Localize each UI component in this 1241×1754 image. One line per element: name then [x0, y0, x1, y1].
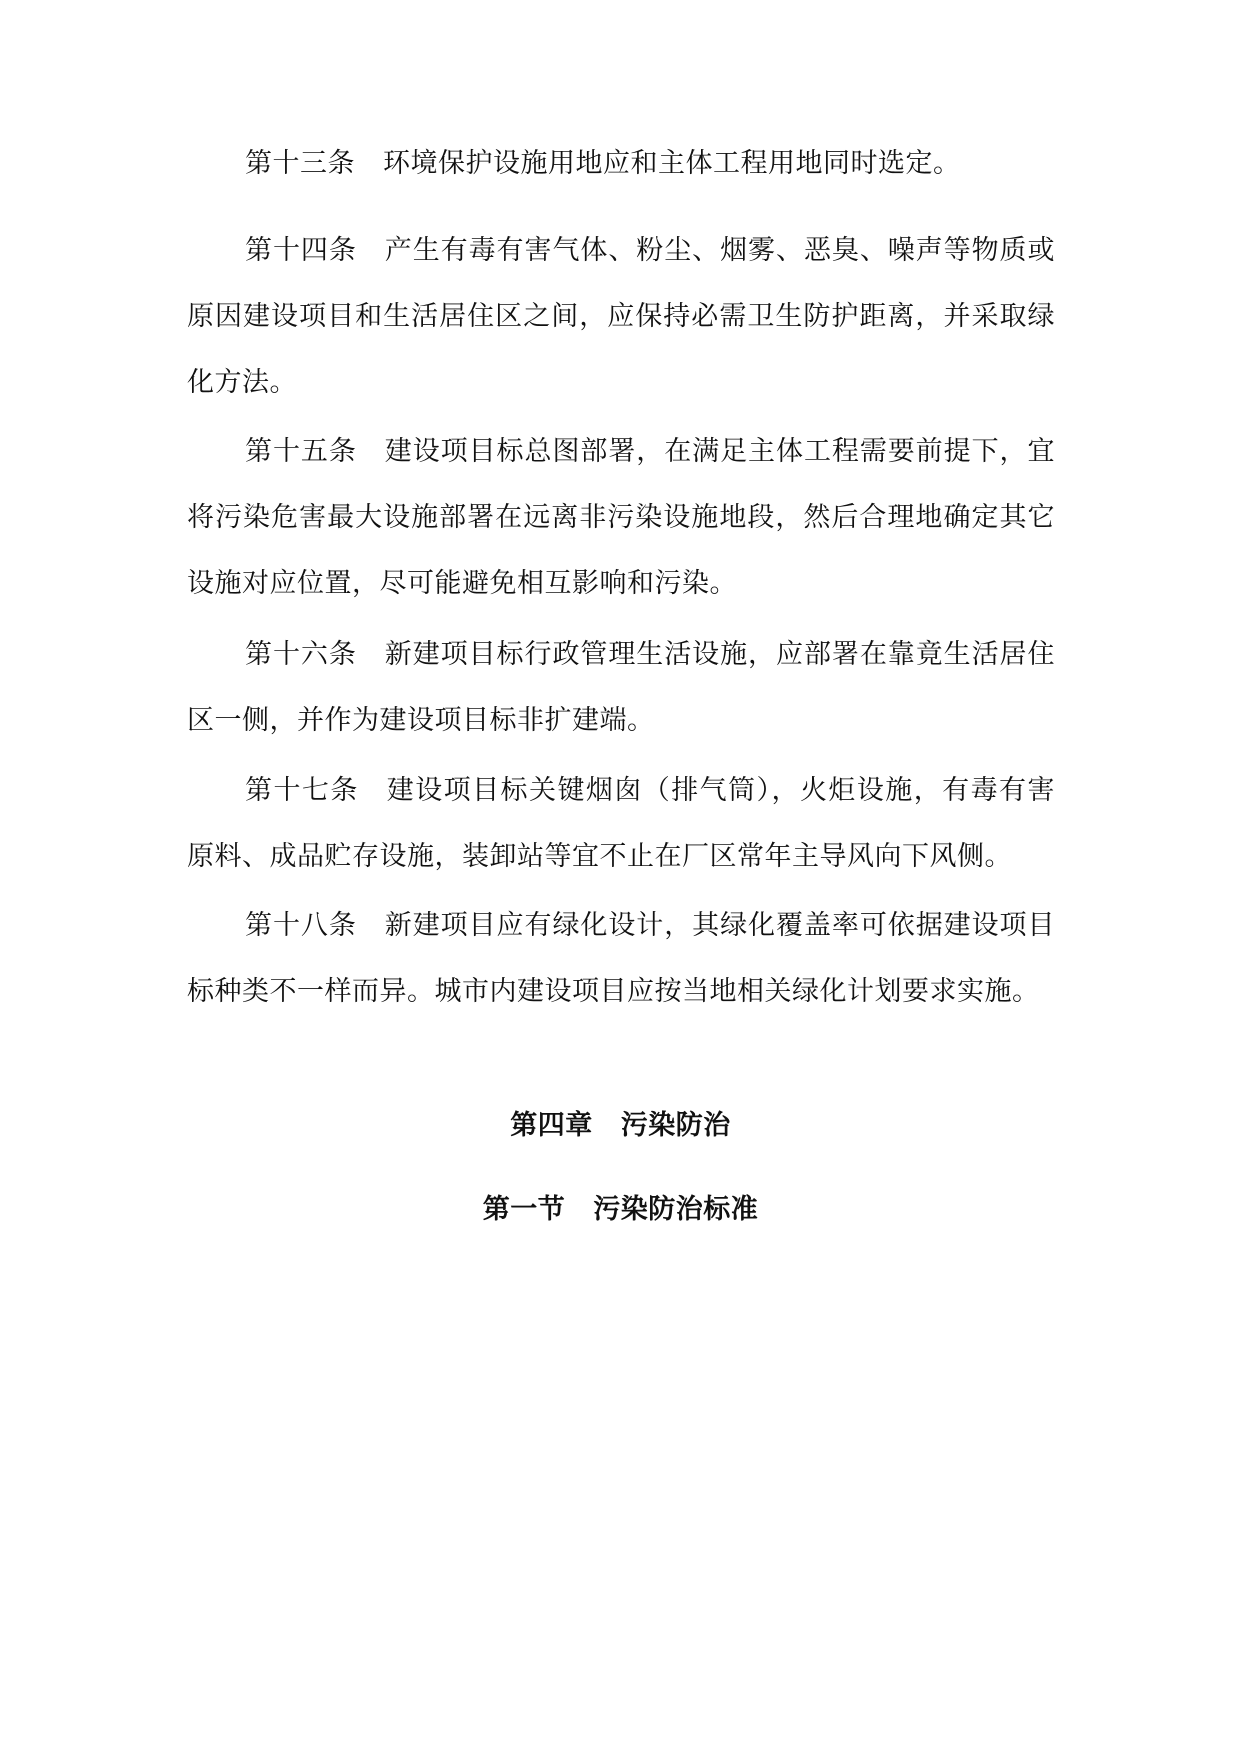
article-15 — [187, 419, 1055, 617]
article-14 — [187, 218, 1055, 416]
article-16 — [187, 622, 1055, 754]
article-18 — [187, 893, 1055, 1025]
section-number: 第一节 — [482, 1194, 566, 1225]
section-heading — [0, 1190, 1241, 1230]
article-text: 建设项目标总图部署，在满足主体工程需要前提下，宜将污染危害最大设施部署在远离非污染设施地段，然后合理地确定其它设施对应位置，尽可能避免相互影响和污染。 — [187, 436, 1056, 599]
article-13 — [187, 131, 1055, 197]
article-number: 第十三条 — [245, 148, 355, 179]
article-number: 第十八条 — [245, 910, 357, 941]
article-text: 新建项目应有绿化设计，其绿化覆盖率可依据建设项目标种类不一样而异。城市内建设项目应按当地相关绿化计划要求实施。 — [187, 910, 1056, 1007]
article-number: 第十七条 — [245, 775, 359, 806]
section-title: 污染防治标准 — [593, 1194, 759, 1225]
article-number: 第十五条 — [245, 436, 357, 467]
chapter-heading — [0, 1106, 1241, 1146]
article-number: 第十六条 — [245, 639, 357, 670]
article-text: 建设项目标关键烟囱（排气筒），火炬设施，有毒有害原料、成品贮存设施，装卸站等宜不止在厂区常年主导风向下风侧。 — [187, 775, 1056, 872]
article-number: 第十四条 — [245, 235, 357, 266]
article-17 — [187, 758, 1055, 890]
chapter-number: 第四章 — [510, 1110, 593, 1141]
article-text: 环境保护设施用地应和主体工程用地同时选定。 — [383, 148, 961, 179]
article-text: 新建项目标行政管理生活设施，应部署在靠竟生活居住区一侧，并作为建设项目标非扩建端。 — [187, 639, 1056, 736]
chapter-title: 污染防治 — [620, 1110, 731, 1141]
article-text: 产生有毒有害气体、粉尘、烟雾、恶臭、噪声等物质或原因建设项目和生活居住区之间，应保持必需卫生防护距离，并采取绿化方法。 — [187, 235, 1056, 398]
